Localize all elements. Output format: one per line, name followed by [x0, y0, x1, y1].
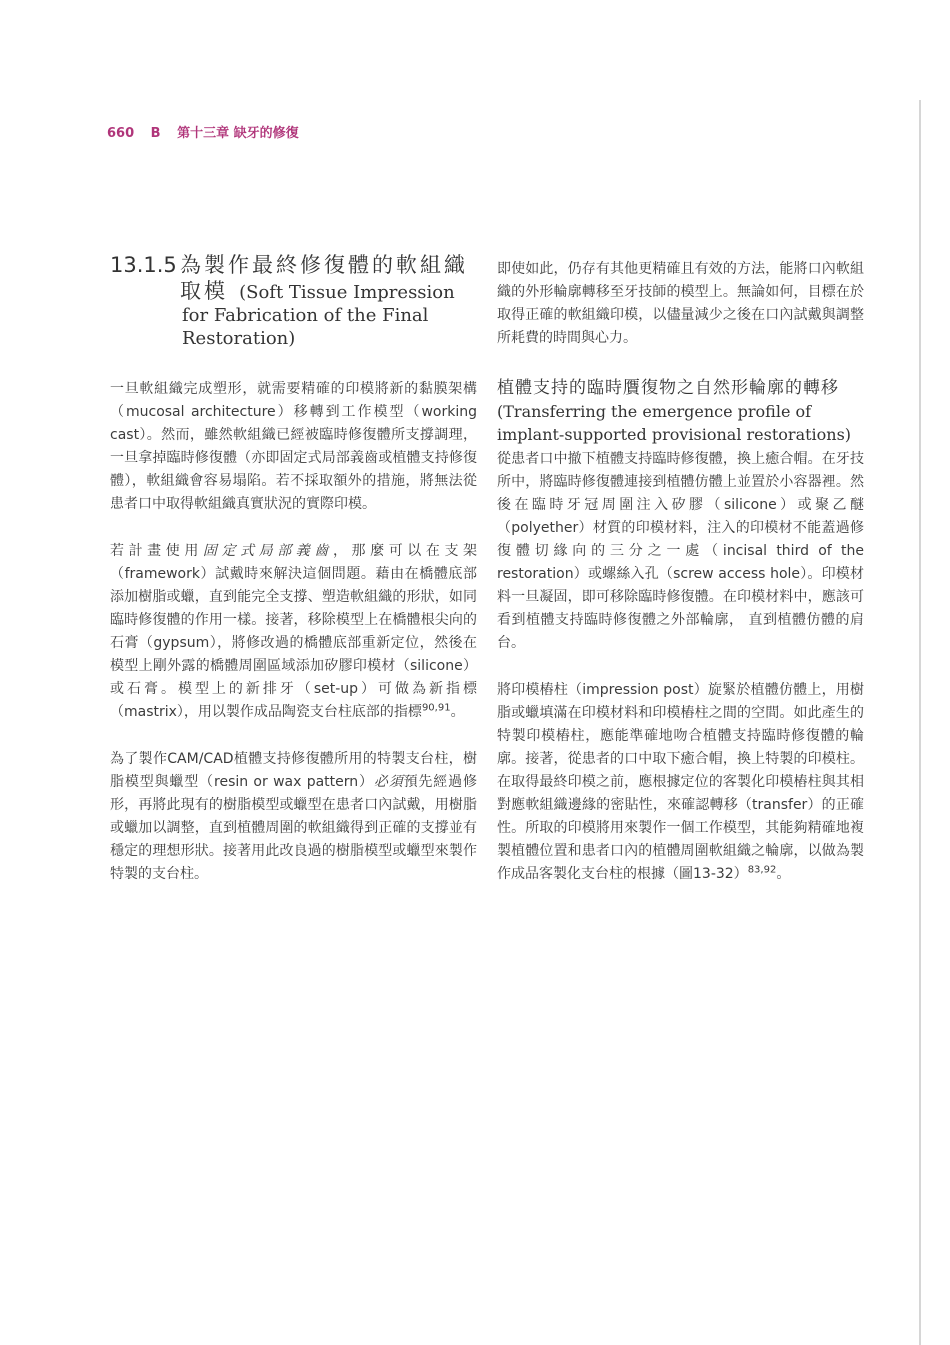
- section-number: 13.1.5: [110, 253, 177, 277]
- part-label: B: [150, 126, 161, 141]
- text-run: 預先經過修形，再將此現有的樹脂模型或蠟型在患者口內試戴，用樹脂或蠟加以調整，直到植體周圍的軟組織得到正確的支撐並有穩定的理想形狀。接著用此改良過的樹脂模型或蠟型來製作特製的支台柱。: [110, 774, 478, 882]
- left-paragraph-3: [110, 748, 477, 886]
- subsection-title-en: (Transferring the emergence profile of implant-supported provisional restorations): [497, 402, 852, 444]
- section-title-en-line3: Restoration): [182, 328, 296, 349]
- text-run: 將印模樁柱（impression post）旋緊於植體仿體上，用樹脂或蠟填滿在印模材料和印模樁柱之間的空間。如此產生的特製印模樁柱，應能準確地吻合植體支持臨時修復體的輪廓。接著，從患者的口中取下癒合帽，換上特製的印模柱。在取得最終印模之前，應根據定位的客製化印模樁柱與其相對應軟組織邊緣的密貼性，來確認轉移（transfer）的正確性。所取的印模將用來製作一個工作模型，其能夠精確地複製植體位置和患者口內的植體周圍軟組織之輪廓，以做為製作成品客製化支台柱的根據（圖13-32）: [497, 682, 864, 882]
- subsection-heading: [497, 376, 864, 446]
- section-title-zh-line1: 為製作最終修復體的軟組織: [180, 253, 468, 277]
- section-title-en-line1: (Soft Tissue Impression: [239, 282, 455, 303]
- section-heading: [110, 252, 477, 350]
- subsection-title-zh: 植體支持的臨時贋復物之自然形輪廓的轉移: [497, 378, 839, 398]
- left-paragraph-2: [110, 540, 477, 724]
- text-run: 。: [450, 704, 465, 720]
- text-run: ，那麼可以在支架（framework）試戴時來解決這個問題。藉由在橋體底部添加樹脂或蠟，直到能完全支撐、塑造軟組織的形狀，如同臨時修復體的作用一樣。接著，移除模型上在橋體根尖向的石膏（gypsum），將修改過的橋體底部重新定位，然後在模型上剛外露的橋體周圍區域添加矽膠印模材（silicone）或石膏。模型上的新排牙（set-up）可做為新指標（mastrix），用以製作成品陶瓷支台柱底部的指標: [110, 543, 478, 720]
- section-title-en-line2: for Fabrication of the Final: [182, 305, 429, 326]
- right-column: [497, 258, 864, 886]
- right-paragraph-3: [497, 679, 864, 886]
- chapter-title: 第十三章 缺牙的修復: [177, 126, 299, 141]
- right-paragraph-1: 即使如此，仍存有其他更精確且有效的方法，能將口內軟組織的外形輪廓轉移至牙技師的模型上。無論如何，目標在於取得正確的軟組織印模，以儘量減少之後在口內試戴與調整所耗費的時間與心力。: [497, 261, 864, 346]
- reference-superscript: 83,92: [747, 864, 777, 876]
- emphasis-text: 固定式局部義齒: [202, 543, 333, 559]
- emphasis-text: 必須: [373, 774, 404, 790]
- text-run: 為了製作CAM/CAD植體支持修復體所用的特製支台柱，樹脂模型與蠟型（resin or wax pattern）: [110, 751, 477, 790]
- page-edge-line: [919, 100, 921, 1345]
- left-paragraph-1: 一旦軟組織完成塑形，就需要精確的印模將新的黏膜架構（mucosal architecture）移轉到工作模型（working cast）。然而，雖然軟組織已經被臨時修復體所支撐調理，一旦拿掉臨時修復體（亦即固定式局部義齒或植體支持修復體），軟組織會容易塌陷。若不採取額外的措施，將無法從患者口中取得軟組織真實狀況的實際印模。: [110, 381, 477, 512]
- running-header: [107, 122, 311, 141]
- left-column: [110, 252, 477, 886]
- section-title-zh-line2: 取模: [180, 279, 228, 303]
- right-paragraph-2: 從患者口中撤下植體支持臨時修復體，換上癒合帽。在牙技所中，將臨時修復體連接到植體仿體上並置於小容器裡。然後在臨時牙冠周圍注入矽膠（silicone）或聚乙醚（polyether）材質的印模材料，注入的印模材不能蓋過修復體切緣向的三分之一處（incisal third of the restoration）或螺絲入孔（screw access hole）。印模材料一旦凝固，即可移除臨時修復體。在印模材料中，應該可看到植體支持臨時修復體之外部輪廓， 直到植體仿體的肩台。: [497, 451, 864, 651]
- text-run: 。: [776, 866, 791, 882]
- page-number: 660: [107, 126, 135, 141]
- text-run: 若計畫使用: [110, 543, 203, 559]
- reference-superscript: 90,91: [421, 702, 451, 714]
